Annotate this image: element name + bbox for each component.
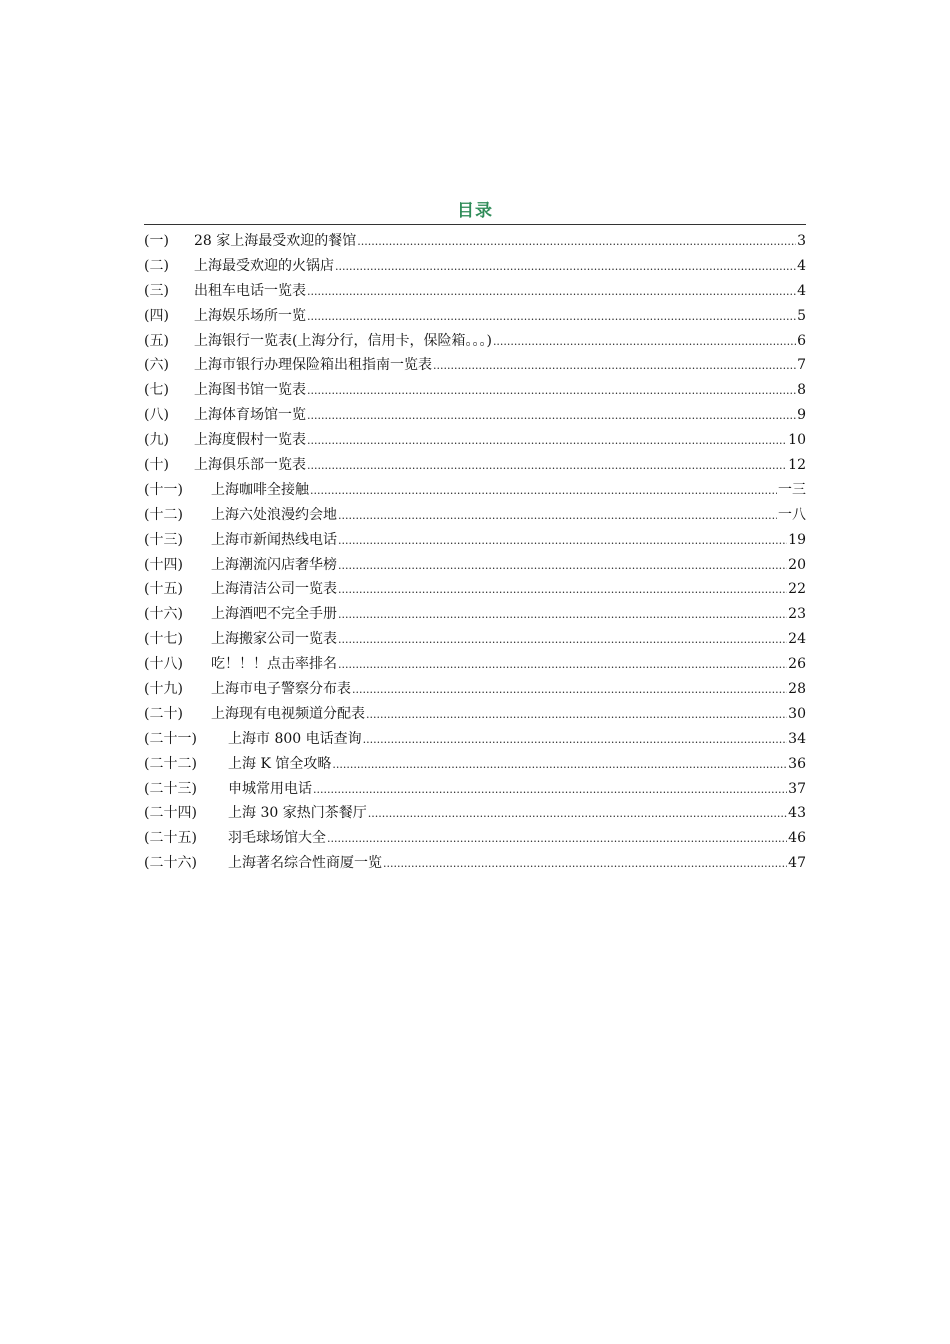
- toc-dot-leader: [332, 753, 787, 778]
- toc-entry-number: (二十三): [144, 780, 197, 797]
- toc-entry-title[interactable]: 上海俱乐部一览表: [194, 457, 306, 474]
- toc-entry-number: (八): [144, 407, 169, 424]
- toc-entry[interactable]: [144, 428, 806, 453]
- toc-entry-title[interactable]: 上海市银行办理保险箱出租指南一览表: [194, 357, 432, 374]
- toc-dot-leader: [307, 305, 796, 330]
- toc-entry-title[interactable]: 上海娱乐场所一览: [194, 307, 306, 324]
- toc-entry-page[interactable]: 22: [788, 581, 806, 598]
- toc-entry-page[interactable]: 34: [788, 730, 806, 747]
- toc-entry[interactable]: [144, 304, 806, 329]
- toc-entry[interactable]: [144, 378, 806, 403]
- toc-dot-leader: [338, 504, 777, 529]
- toc-entry-page[interactable]: 23: [788, 606, 806, 623]
- toc-entry-number: (二十六): [144, 855, 197, 872]
- toc-entry-number: (四): [144, 307, 169, 324]
- toc-entry-title[interactable]: 上海搬家公司一览表: [211, 631, 337, 648]
- toc-dot-leader: [363, 728, 788, 753]
- toc-entry-page[interactable]: 19: [788, 531, 806, 548]
- toc-entry[interactable]: [144, 353, 806, 378]
- toc-entry-number: (二十五): [144, 830, 197, 847]
- toc-dot-leader: [383, 852, 787, 877]
- toc-entry-title[interactable]: 上海银行一览表(上海分行，信用卡，保险箱。。。): [194, 332, 492, 349]
- toc-entry-title[interactable]: 上海市 800 电话查询: [228, 730, 362, 747]
- toc-entry[interactable]: [144, 254, 806, 279]
- toc-entry-number: (二十一): [144, 730, 197, 747]
- toc-entry-title[interactable]: 上海度假村一览表: [194, 432, 306, 449]
- toc-title-rule: [144, 224, 806, 225]
- toc-entry-number: (七): [144, 382, 169, 399]
- toc-entry-number: (十三): [144, 531, 183, 548]
- toc-entry-title[interactable]: 上海咖啡全接触: [211, 481, 309, 498]
- toc-entry-page[interactable]: 10: [788, 432, 806, 449]
- toc-entry-page[interactable]: 12: [788, 457, 806, 474]
- toc-dot-leader: [368, 802, 787, 827]
- toc-entry-number: (五): [144, 332, 169, 349]
- toc-entry[interactable]: [144, 727, 806, 752]
- toc-entry-number: (二十二): [144, 755, 197, 772]
- toc-entry-title[interactable]: 上海 30 家热门茶餐厅: [228, 805, 367, 822]
- toc-entry-title[interactable]: 羽毛球场馆大全: [228, 830, 326, 847]
- toc-dot-leader: [352, 678, 787, 703]
- toc-dot-leader: [327, 827, 787, 852]
- toc-entry-number: (十八): [144, 656, 183, 673]
- toc-dot-leader: [357, 230, 796, 255]
- toc-dot-leader: [313, 778, 787, 803]
- toc-entry-title[interactable]: 吃！！！点击率排名: [211, 656, 337, 673]
- toc-entry-title[interactable]: 上海图书馆一览表: [194, 382, 306, 399]
- toc-entry-title[interactable]: 申城常用电话: [228, 780, 312, 797]
- toc-entry-number: (二): [144, 257, 169, 274]
- toc-entry-number: (十四): [144, 556, 183, 573]
- toc-entry[interactable]: [144, 478, 806, 503]
- toc-entry-page[interactable]: 6: [797, 332, 806, 349]
- toc-entry-title[interactable]: 上海六处浪漫约会地: [211, 506, 337, 523]
- toc-entry[interactable]: [144, 652, 806, 677]
- toc-entry-title[interactable]: 上海最受欢迎的火锅店: [194, 257, 334, 274]
- toc-entry-page[interactable]: 28: [788, 681, 806, 698]
- toc-entry-title[interactable]: 上海体育场馆一览: [194, 407, 306, 424]
- toc-entry[interactable]: [144, 677, 806, 702]
- toc-entry-title[interactable]: 上海市电子警察分布表: [211, 681, 351, 698]
- toc-entry-number: (十七): [144, 631, 183, 648]
- toc-entry-page[interactable]: 一八: [778, 506, 806, 523]
- toc-entry-title[interactable]: 上海著名综合性商厦一览: [228, 855, 382, 872]
- toc-entry-number: (十五): [144, 581, 183, 598]
- toc-entry[interactable]: [144, 403, 806, 428]
- toc-entry-number: (二十): [144, 705, 183, 722]
- toc-dot-leader: [307, 454, 787, 479]
- toc-entry-page[interactable]: 3: [797, 233, 806, 249]
- toc-entry[interactable]: [144, 453, 806, 478]
- toc-entry-page[interactable]: 37: [788, 780, 806, 797]
- table-of-contents: [144, 198, 806, 876]
- toc-entry-number: (二十四): [144, 805, 197, 822]
- toc-entry-number: (一): [144, 233, 169, 249]
- toc-entry[interactable]: [144, 826, 806, 851]
- toc-dot-leader: [493, 330, 796, 355]
- toc-entry[interactable]: [144, 329, 806, 354]
- toc-entry[interactable]: [144, 801, 806, 826]
- toc-entry-page[interactable]: 7: [797, 357, 806, 374]
- toc-dot-leader: [338, 653, 787, 678]
- toc-entry-page[interactable]: 36: [788, 755, 806, 772]
- toc-entry[interactable]: [144, 229, 806, 254]
- toc-dot-leader: [366, 703, 787, 728]
- toc-title: 目录: [457, 201, 493, 221]
- toc-entry-title[interactable]: 出租车电话一览表: [194, 282, 306, 299]
- toc-dot-leader: [335, 255, 796, 280]
- toc-entry-page[interactable]: 43: [788, 805, 806, 822]
- toc-entry-page[interactable]: 47: [788, 855, 806, 872]
- toc-entry[interactable]: [144, 702, 806, 727]
- toc-entry-title[interactable]: 上海现有电视频道分配表: [211, 705, 365, 722]
- toc-entry[interactable]: [144, 851, 806, 876]
- toc-entry-page[interactable]: 一三: [778, 481, 806, 498]
- toc-entry-page[interactable]: 4: [797, 282, 806, 299]
- toc-dot-leader: [307, 429, 787, 454]
- toc-entry[interactable]: [144, 528, 806, 553]
- toc-entry-title[interactable]: 上海清洁公司一览表: [211, 581, 337, 598]
- toc-entry-page[interactable]: 9: [797, 407, 806, 424]
- toc-entry-number: (三): [144, 282, 169, 299]
- toc-entry-page[interactable]: 20: [788, 556, 806, 573]
- toc-entry-number: (十九): [144, 681, 183, 698]
- toc-entry-page[interactable]: 26: [788, 656, 806, 673]
- toc-entry-number: (十一): [144, 481, 183, 498]
- toc-entry-number: (十): [144, 457, 169, 474]
- toc-dot-leader: [338, 603, 787, 628]
- toc-entry[interactable]: [144, 553, 806, 578]
- toc-entry-page[interactable]: 24: [788, 631, 806, 648]
- toc-entry-title[interactable]: 28 家上海最受欢迎的餐馆: [194, 233, 357, 249]
- toc-entry-number: (六): [144, 357, 169, 374]
- toc-dot-leader: [338, 529, 787, 554]
- toc-dot-leader: [307, 280, 796, 305]
- toc-entry[interactable]: [144, 503, 806, 528]
- toc-entry-title[interactable]: 上海市新闻热线电话: [211, 531, 337, 548]
- toc-entry-number: (九): [144, 432, 169, 449]
- toc-entry-page[interactable]: 4: [797, 257, 806, 274]
- toc-entry[interactable]: [144, 627, 806, 652]
- toc-entry[interactable]: [144, 279, 806, 304]
- toc-entry[interactable]: [144, 777, 806, 802]
- toc-entry-number: (十二): [144, 506, 183, 523]
- toc-dot-leader: [338, 578, 787, 603]
- toc-entry[interactable]: [144, 602, 806, 627]
- toc-dot-leader: [307, 379, 796, 404]
- toc-entry-title[interactable]: 上海 K 馆全攻略: [228, 755, 332, 772]
- toc-entry-page[interactable]: 8: [797, 382, 806, 399]
- toc-entry-page[interactable]: 30: [788, 705, 806, 722]
- toc-entry[interactable]: [144, 577, 806, 602]
- toc-entry-title[interactable]: 上海酒吧不完全手册: [211, 606, 337, 623]
- toc-dot-leader: [433, 354, 796, 379]
- toc-entry-page[interactable]: 5: [797, 307, 806, 324]
- toc-entry-title[interactable]: 上海潮流闪店奢华榜: [211, 556, 337, 573]
- toc-dot-leader: [338, 554, 787, 579]
- toc-entry-page[interactable]: 46: [788, 830, 806, 847]
- toc-entry-number: (十六): [144, 606, 183, 623]
- toc-list: [144, 229, 806, 876]
- toc-entry[interactable]: [144, 752, 806, 777]
- toc-dot-leader: [310, 479, 777, 504]
- toc-dot-leader: [338, 628, 787, 653]
- toc-dot-leader: [307, 404, 796, 429]
